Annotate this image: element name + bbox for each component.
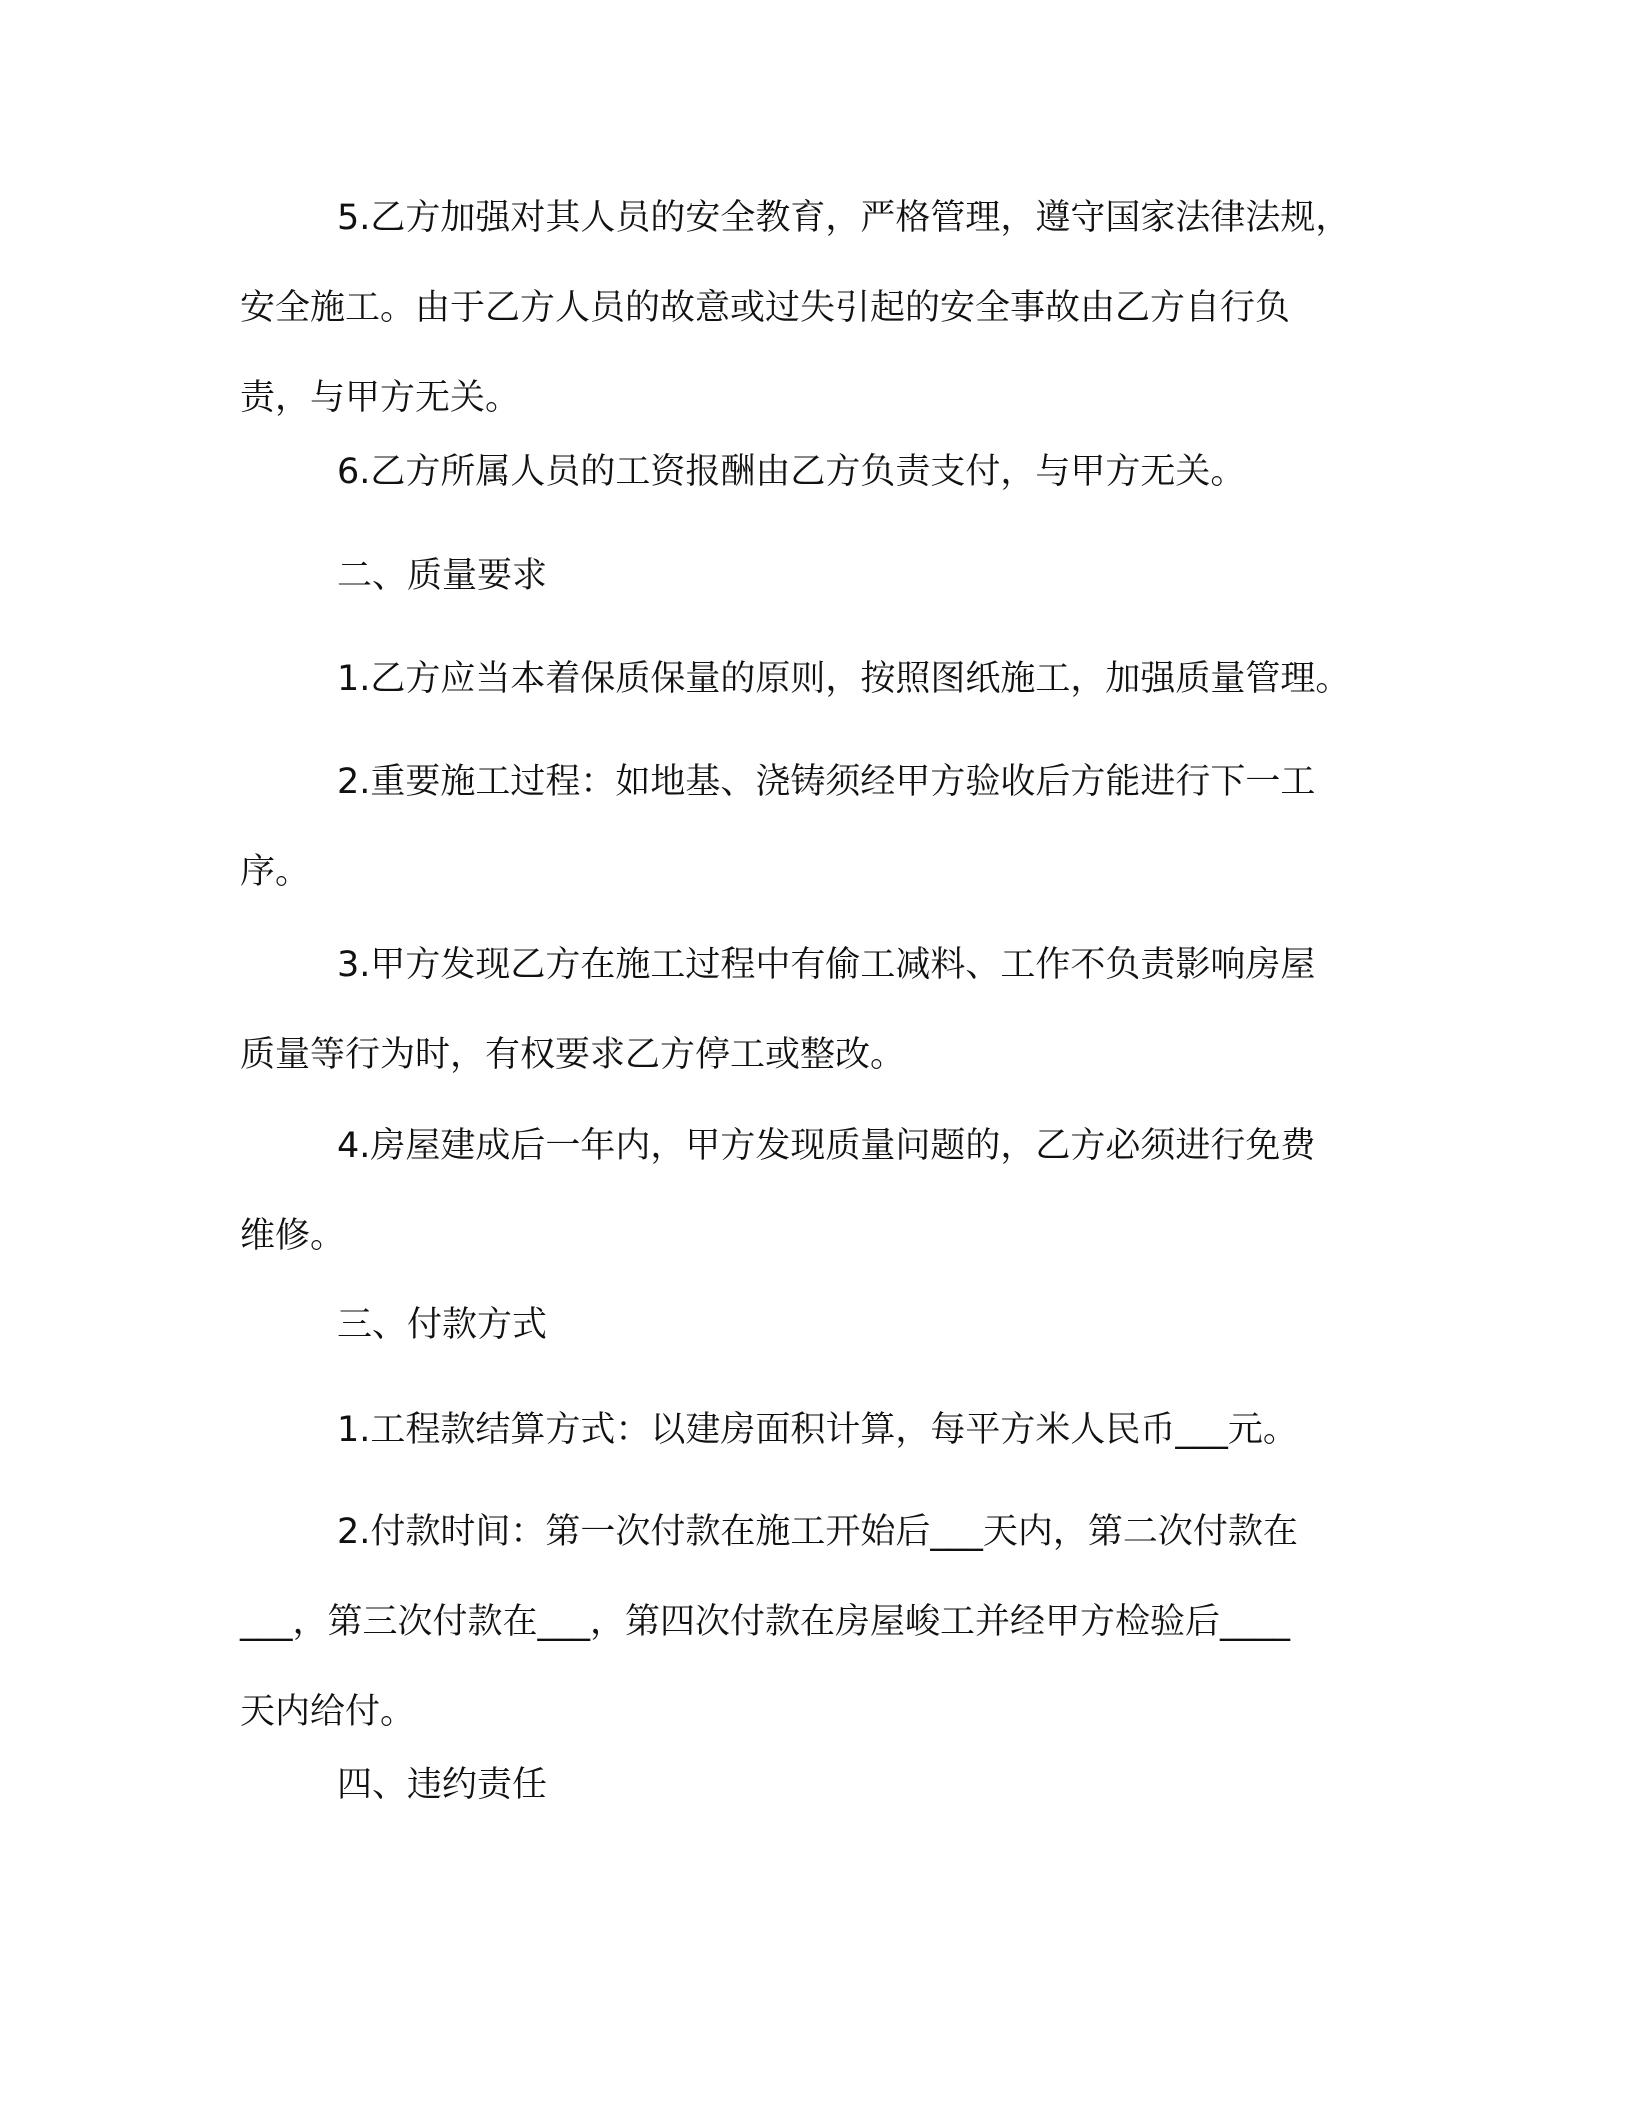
- paragraph-settlement: [240, 1385, 1400, 1475]
- text-line: 6.乙方所属人员的工资报酬由乙方负责支付，与甲方无关。: [337, 452, 1246, 492]
- text-line: 1.工程款结算方式：以建房面积计算，每平方米人民币___元。: [337, 1410, 1298, 1450]
- text-line: 5.乙方加强对其人员的安全教育，严格管理，遵守国家法律法规，: [337, 198, 1351, 238]
- text-line: 2.付款时间：第一次付款在施工开始后___天内，第二次付款在: [337, 1512, 1298, 1552]
- section-heading-payment: [240, 1280, 1400, 1370]
- text-line: 4.房屋建成后一年内，甲方发现质量问题的，乙方必须进行免费: [337, 1126, 1316, 1166]
- text-line: 天内给付。: [240, 1692, 416, 1732]
- paragraph-wages: [240, 427, 1400, 517]
- text-line: 3.甲方发现乙方在施工过程中有偷工减料、工作不负责影响房屋: [337, 945, 1316, 985]
- paragraph-quality-principle: [240, 634, 1400, 724]
- paragraph-safety-education: [240, 173, 1400, 443]
- section-heading-quality: [240, 531, 1400, 621]
- text-line: 1.乙方应当本着保质保量的原则，按照图纸施工，加强质量管理。: [337, 659, 1351, 699]
- text-line: 维修。: [240, 1216, 346, 1256]
- text-line: 安全施工。由于乙方人员的故意或过失引起的安全事故由乙方自行负: [240, 288, 1291, 328]
- text-line: 序。: [240, 852, 311, 892]
- section-heading-liability: [240, 1740, 1400, 1830]
- text-line: 四、违约责任: [337, 1765, 548, 1805]
- text-line: 三、付款方式: [337, 1305, 548, 1345]
- paragraph-rectification: [240, 920, 1400, 1100]
- text-line: 2.重要施工过程：如地基、浇铸须经甲方验收后方能进行下一工: [337, 762, 1316, 802]
- text-line: 二、质量要求: [337, 556, 548, 596]
- paragraph-payment-time: [240, 1487, 1400, 1757]
- text-line: ___，第三次付款在___，第四次付款在房屋峻工并经甲方检验后____: [240, 1602, 1291, 1642]
- paragraph-warranty: [240, 1101, 1400, 1281]
- text-line: 质量等行为时，有权要求乙方停工或整改。: [240, 1035, 906, 1075]
- paragraph-key-process: [240, 737, 1400, 917]
- text-line: 责，与甲方无关。: [240, 378, 521, 418]
